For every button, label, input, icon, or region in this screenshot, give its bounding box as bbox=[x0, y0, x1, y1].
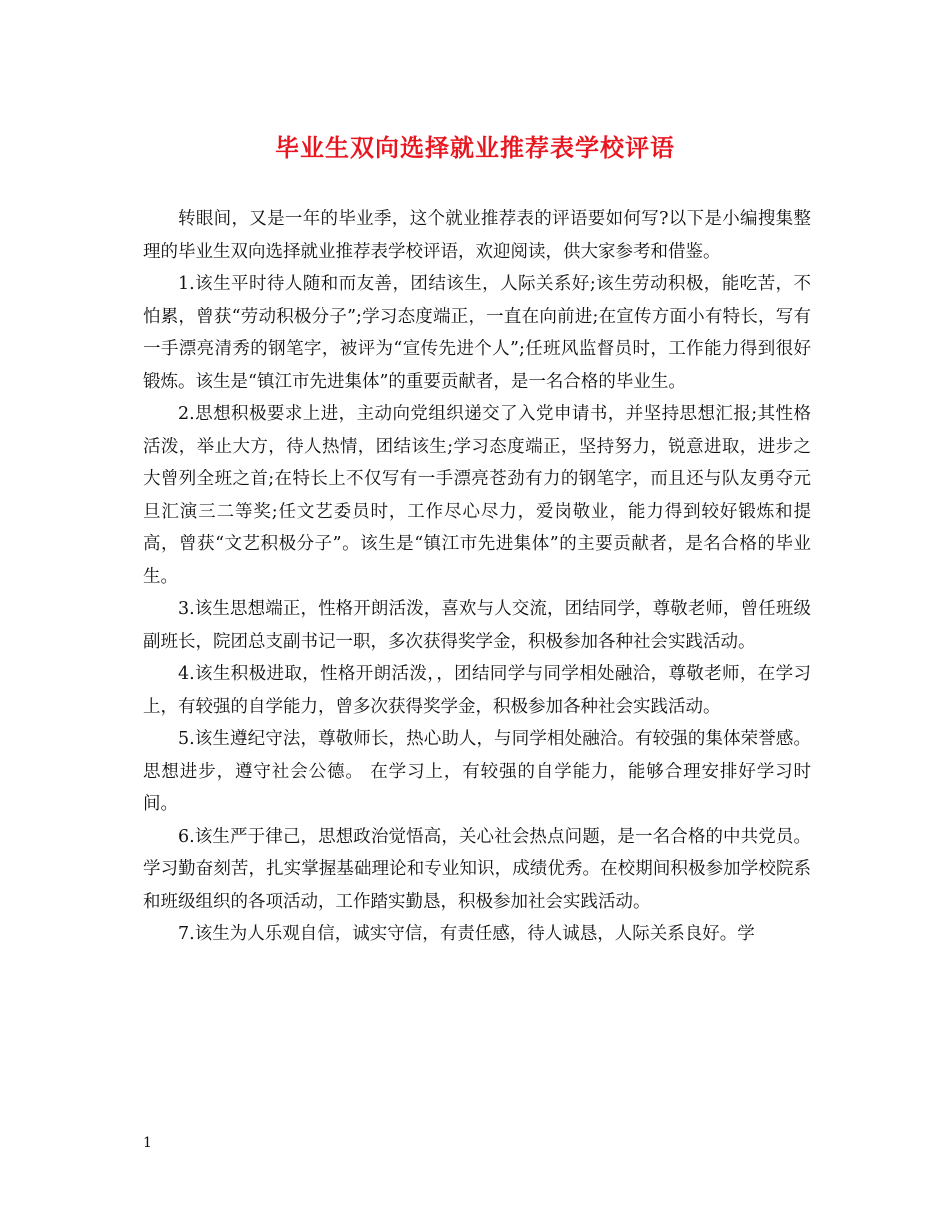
comment-paragraph-6: 6.该生严于律己，思想政治觉悟高，关心社会热点问题，是一名合格的中共党员。学习勤奋刻苦，扎实掌握基础理论和专业知识，成绩优秀。在校期间积极参加学校院系和班级组织的各项活动，工作踏实勤恳，积极参加社会实践活动。 bbox=[143, 826, 811, 912]
comment-paragraph-5: 5.该生遵纪守法，尊敬师长，热心助人，与同学相处融洽。有较强的集体荣誉感。思想进步，遵守社会公德。 在学习上，有较强的自学能力，能够合理安排好学习时间。 bbox=[143, 729, 811, 814]
comment-paragraph-7: 7.该生为人乐观自信，诚实守信，有责任感，待人诚恳，人际关系良好。学 bbox=[178, 924, 755, 944]
page-number: 1 bbox=[143, 1135, 152, 1151]
comment-paragraph-2: 2.思想积极要求上进，主动向党组织递交了入党申请书，并坚持思想汇报;其性格活泼，举止大方，待人热情，团结该生;学习态度端正，坚持努力，锐意进取，进步之大曾列全班之首;在特长上不仅写有一手漂亮苍劲有力的钢笔字，而且还与队友勇夺元旦汇演三二等奖;任文艺委员时，工作尽心尽力，爱岗敬业，能力得到较好锻炼和提高，曾获“文艺积极分子”。该生是“镇江市先进集体”的主要贡献者，是名合格的毕业生。 bbox=[143, 404, 811, 587]
comment-paragraph-3: 3.该生思想端正，性格开朗活泼，喜欢与人交流，团结同学，尊敬老师，曾任班级副班长，院团总支副书记一职，多次获得奖学金，积极参加各种社会实践活动。 bbox=[143, 599, 811, 652]
intro-paragraph: 转眼间，又是一年的毕业季，这个就业推荐表的评语要如何写?以下是小编搜集整理的毕业生双向选择就业推荐表学校评语，欢迎阅读，供大家参考和借鉴。 bbox=[143, 209, 811, 262]
comment-paragraph-1: 1.该生平时待人随和而友善，团结该生，人际关系好;该生劳动积极，能吃苦，不怕累，曾获“劳动积极分子”;学习态度端正，一直在向前进;在宣传方面小有特长，写有一手漂亮清秀的钢笔字，被评为“宣传先进个人”;任班风监督员时，工作能力得到很好锻炼。该生是“镇江市先进集体”的重要贡献者，是一名合格的毕业生。 bbox=[143, 274, 811, 392]
comment-paragraph-4: 4.该生积极进取，性格开朗活泼，，团结同学与同学相处融洽，尊敬老师，在学习上，有较强的自学能力，曾多次获得奖学金，积极参加各种社会实践活动。 bbox=[143, 664, 811, 717]
document-body bbox=[143, 203, 811, 951]
page-title: 毕业生双向选择就业推荐表学校评语 bbox=[275, 133, 675, 162]
